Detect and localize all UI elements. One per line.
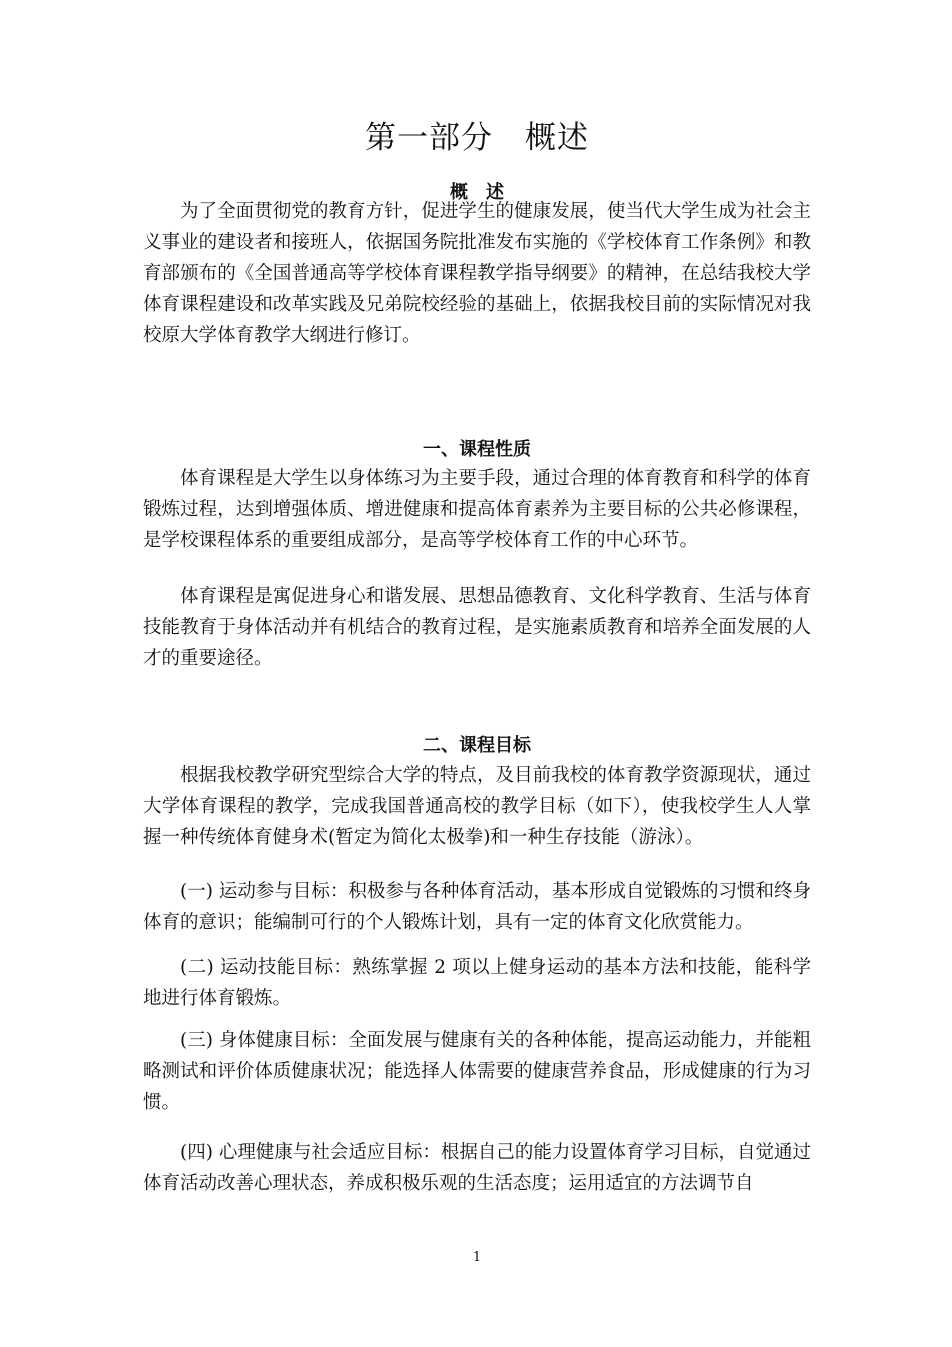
goal-participation: (一) 运动参与目标：积极参与各种体育活动，基本形成自觉锻炼的习惯和终身体育的意识；能编制可行的个人锻炼计划，具有一定的体育文化欣赏能力。 <box>143 881 811 933</box>
goal-skills: (二) 运动技能目标：熟练掌握 2 项以上健身运动的基本方法和技能，能科学地进行体育锻炼。 <box>143 957 811 1009</box>
goal-mental-health: (四) 心理健康与社会适应目标：根据自己的能力设置体育学习目标，自觉通过体育活动改善心理状态，养成积极乐观的生活态度；运用适宜的方法调节自 <box>143 1142 811 1194</box>
section-heading-nature: 一、课程性质 <box>423 439 531 460</box>
intro-paragraph: 为了全面贯彻党的教育方针，促进学生的健康发展，使当代大学生成为社会主义事业的建设者和接班人，依据国务院批准发布实施的《学校体育工作条例》和教育部颁布的《全国普通高等学校体育课程教学指导纲要》的精神，在总结我校大学体育课程建设和改革实践及兄弟院校经验的基础上，依据我校目前的实际情况对我校原大学体育教学大纲进行修订。 <box>143 201 811 346</box>
goals-paragraph-intro: 根据我校教学研究型综合大学的特点，及目前我校的体育教学资源现状，通过大学体育课程的教学，完成我国普通高校的教学目标（如下），使我校学生人人掌握一种传统体育健身术(暂定为简化太极拳)和一种生存技能（游泳）。 <box>143 765 811 848</box>
document-page <box>143 0 811 1347</box>
nature-paragraph-2: 体育课程是寓促进身心和谐发展、思想品德教育、文化科学教育、生活与体育技能教育于身体活动并有机结合的教育过程，是实施素质教育和培养全面发展的人才的重要途径。 <box>143 586 811 669</box>
page-title: 第一部分 概述 <box>365 120 589 156</box>
section-heading-goals: 二、课程目标 <box>423 735 531 756</box>
goal-physical-health: (三) 身体健康目标：全面发展与健康有关的各种体能，提高运动能力，并能粗略测试和评价体质健康状况；能选择人体需要的健康营养食品，形成健康的行为习惯。 <box>143 1030 811 1113</box>
overview-subtitle: 概述 <box>450 182 522 203</box>
page-number: 1 <box>472 1250 482 1265</box>
nature-paragraph-1: 体育课程是大学生以身体练习为主要手段，通过合理的体育教育和科学的体育锻炼过程，达到增强体质、增进健康和提高体育素养为主要目标的公共必修课程，是学校课程体系的重要组成部分，是高等学校体育工作的中心环节。 <box>143 468 811 551</box>
